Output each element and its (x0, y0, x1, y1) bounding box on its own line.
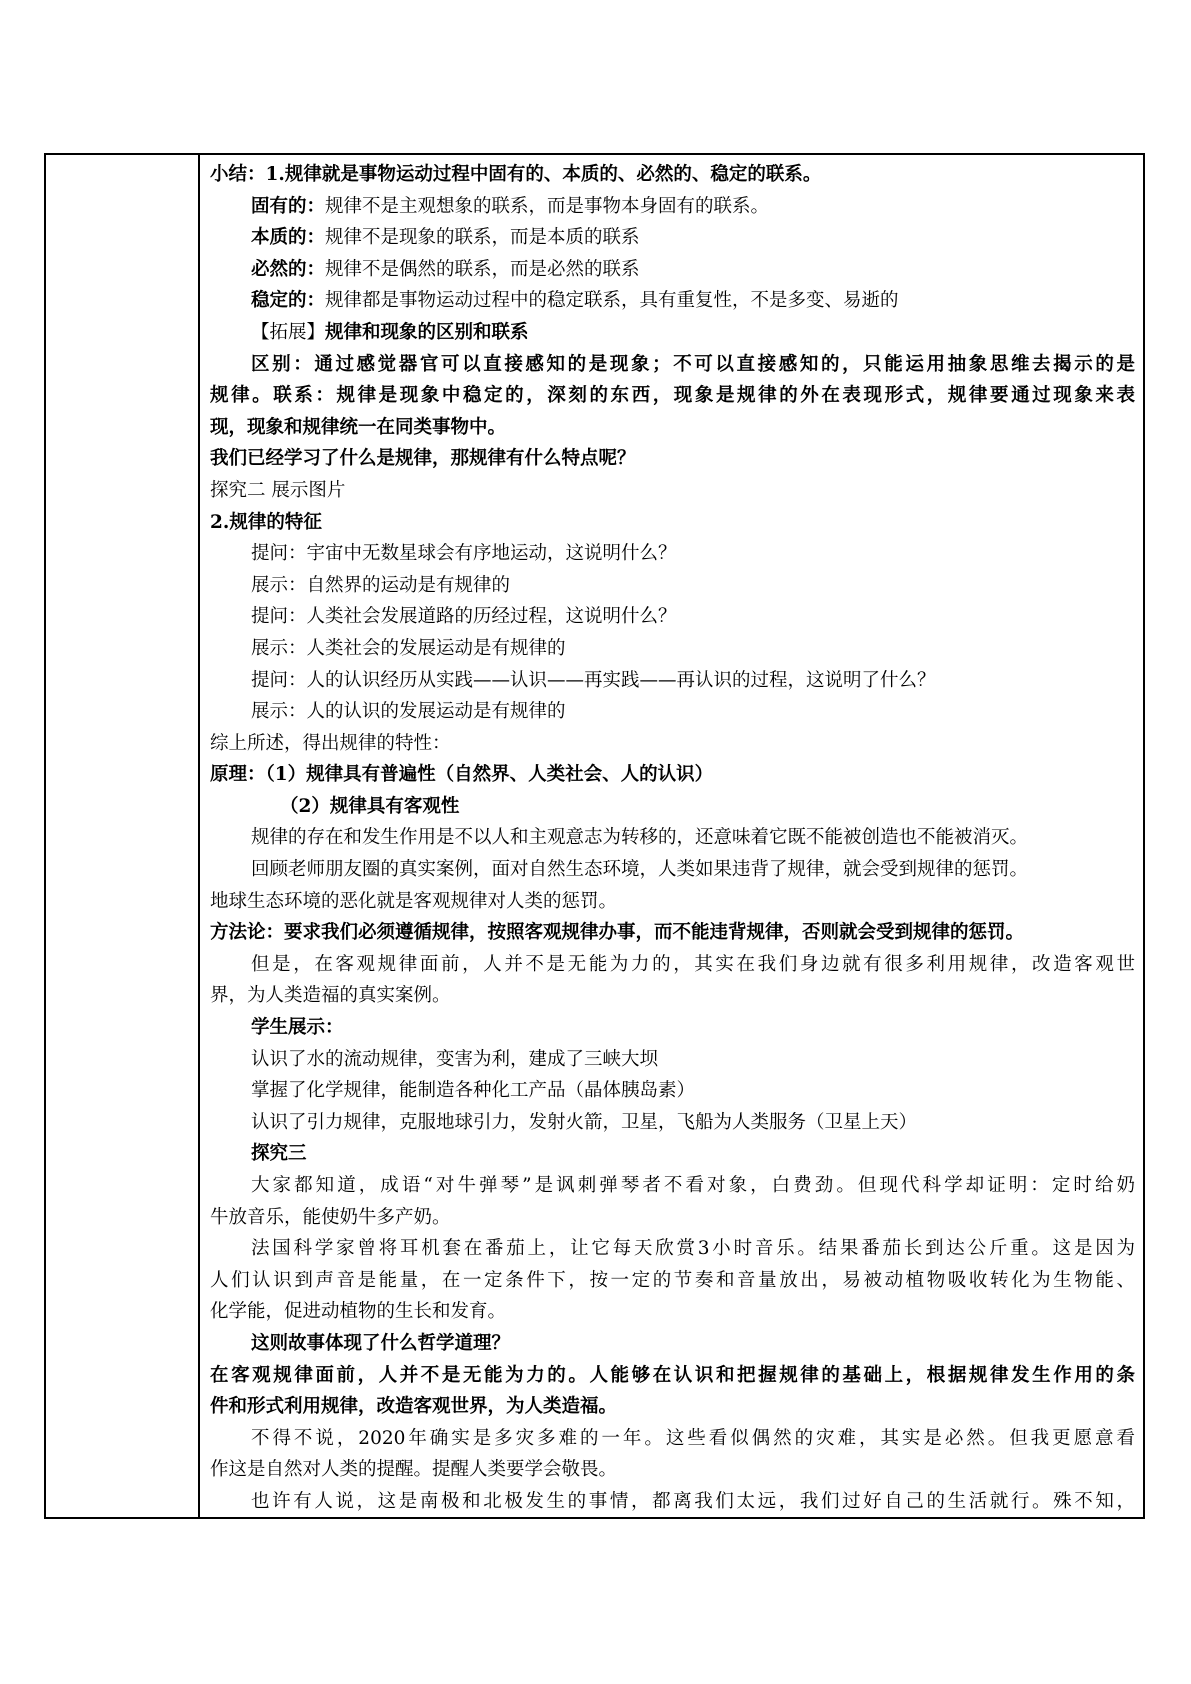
text-line: 2.规律的特征 (210, 511, 322, 533)
text-line: 方法论：要求我们必须遵循规律，按照客观规律办事，而不能违背规律，否则就会受到规律的惩罚。 (210, 922, 1025, 944)
content-cell (210, 159, 1135, 1518)
text-line: 在客观规律面前，人并不是无能为力的。人能够在认识和把握规律的基础上，根据规律发生作用的条 (210, 1364, 1135, 1386)
text-line: 展示：人类社会的发展运动是有规律的 (251, 637, 566, 659)
text-line: 探究二 展示图片 (210, 479, 346, 501)
text-line (210, 349, 1135, 381)
text-run: 【拓展】 (251, 321, 326, 343)
text-line: 规律的存在和发生作用是不以人和主观意志为转移的，还意味着它既不能被创造也不能被消灭。 (251, 827, 1029, 849)
text-line: 牛放音乐，能使奶牛多产奶。 (210, 1206, 451, 1228)
text-line: 人们认识到声音是能量，在一定条件下，按一定的节奏和音量放出，易被动植物吸收转化为生物能、 (210, 1269, 1135, 1291)
text-line: 掌握了化学规律，能制造各种化工产品（晶体胰岛素） (251, 1080, 696, 1102)
text-run: 稳定的： (251, 290, 326, 312)
text-line: （2）规律具有客观性 (280, 795, 460, 817)
text-line: 地球生态环境的恶化就是客观规律对人类的惩罚。 (210, 890, 618, 912)
text-line: 回顾老师朋友圈的真实案例，面对自然生态环境，人类如果违背了规律，就会受到规律的惩罚。 (251, 859, 1029, 881)
text-run: 规律不是现象的联系，而是本质的联系 (325, 227, 640, 249)
text-line (210, 254, 1135, 286)
text-run: 规律和现象的区别和联系 (325, 321, 529, 343)
text-line: 提问：人类社会发展道路的历经过程，这说明什么？ (251, 606, 677, 628)
text-line (210, 222, 1135, 254)
text-line: 展示：人的认识的发展运动是有规律的 (251, 701, 566, 723)
left-column-cell (46, 155, 200, 1517)
text-run: 规律都是事物运动过程中的稳定联系，具有重复性，不是多变、易逝的 (325, 290, 899, 312)
text-line: 我们已经学习了什么是规律，那规律有什么特点呢？ (210, 448, 636, 470)
text-line: 大家都知道，成语“对牛弹琴”是讽刺弹琴者不看对象，白费劲。但现代科学却证明：定时给奶 (251, 1175, 1135, 1196)
text-line: 法国科学家曾将耳机套在番茄上，让它每天欣赏3小时音乐。结果番茄长到达公斤重。这是因为 (251, 1238, 1135, 1260)
text-line: 这则故事体现了什么哲学道理？ (251, 1332, 511, 1354)
text-line: 提问：人的认识经历从实践——认识——再实践——再认识的过程，这说明了什么？ (251, 669, 936, 691)
text-line: 不得不说，2020年确实是多灾多难的一年。这些看似偶然的灾难，其实是必然。但我更愿意看 (251, 1427, 1135, 1449)
text-line: 但是，在客观规律面前，人并不是无能为力的，其实在我们身边就有很多利用规律，改造客观世 (251, 953, 1135, 975)
lesson-table (44, 153, 1145, 1519)
text-run: 固有的： (251, 195, 326, 217)
text-line: 界，为人类造福的真实案例。 (210, 985, 451, 1007)
text-run: 规律不是主观想象的联系，而是事物本身固有的联系。 (325, 195, 770, 217)
text-line: 作这是自然对人类的提醒。提醒人类要学会敬畏。 (210, 1459, 618, 1481)
text-line: 化学能，促进动植物的生长和发育。 (210, 1301, 507, 1323)
text-line: 小结：1.规律就是事物运动过程中固有的、本质的、必然的、稳定的联系。 (210, 164, 822, 185)
text-line: 学生展示： (251, 1017, 344, 1039)
text-run: 区别：通过感觉器官可以直接感知的是现象；不可以直接感知的，只能运用抽象思维去揭示的是 (251, 353, 1135, 375)
text-run: 规律不是偶然的联系，而是必然的联系 (325, 258, 640, 280)
text-line: 件和形式利用规律，改造客观世界，为人类造福。 (210, 1396, 618, 1418)
text-line: 原理：（1）规律具有普遍性（自然界、人类社会、人的认识） (210, 764, 714, 786)
text-line: 综上所述，得出规律的特性： (210, 732, 451, 754)
text-line: 认识了水的流动规律，变害为利，建成了三峡大坝 (251, 1048, 659, 1070)
text-run: 规律。联系：规律是现象中稳定的，深刻的东西，现象是规律的外在表现形式，规律要通过现象来表 (210, 385, 1135, 407)
text-line: 也许有人说，这是南极和北极发生的事情，都离我们太远，我们过好自己的生活就行。殊不知， (251, 1490, 1135, 1512)
text-line (210, 191, 1135, 223)
text-line (210, 380, 1135, 412)
text-line: 探究三 (251, 1143, 307, 1165)
text-line: 提问：宇宙中无数星球会有序地运动，这说明什么？ (251, 543, 677, 565)
text-line: 认识了引力规律，克服地球引力，发射火箭，卫星，飞船为人类服务（卫星上天） (251, 1111, 918, 1133)
text-line: 现，现象和规律统一在同类事物中。 (210, 416, 507, 438)
text-line (210, 285, 1135, 317)
text-run: 本质的： (251, 227, 326, 249)
text-line (210, 317, 1135, 349)
text-line: 展示：自然界的运动是有规律的 (251, 574, 511, 596)
text-run: 必然的： (251, 258, 326, 280)
